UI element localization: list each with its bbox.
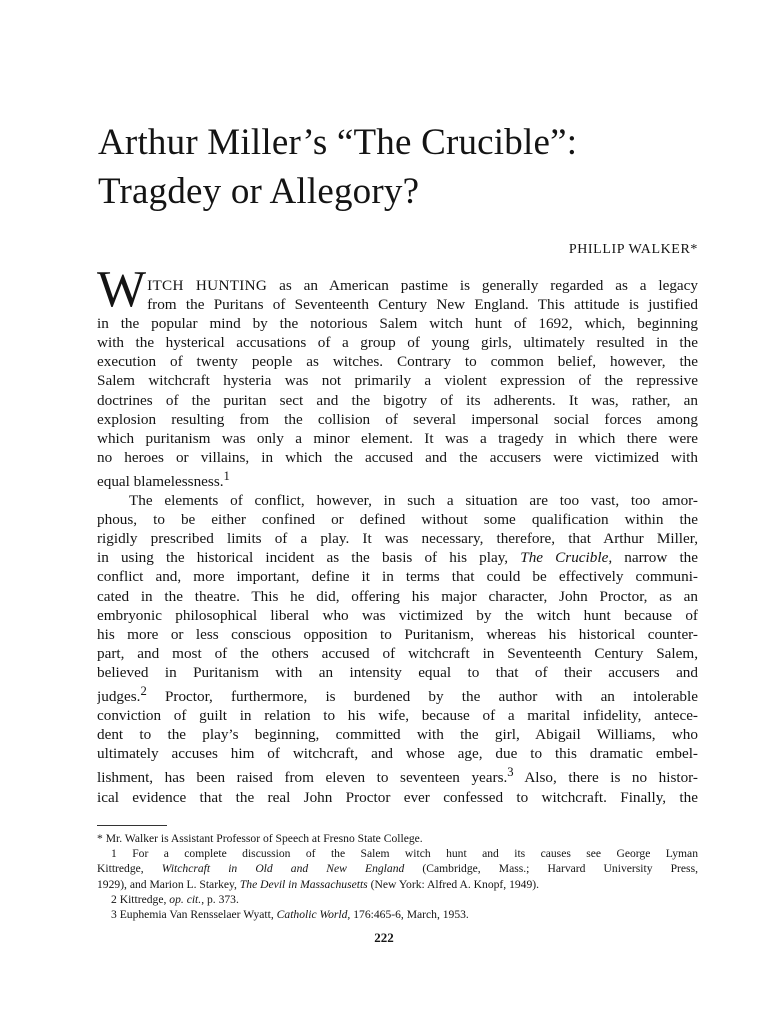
footnote-text: 3 Euphemia Van Rensselaer Wyatt, bbox=[111, 908, 274, 922]
footnote-ref-1: 1 bbox=[223, 468, 230, 483]
body-line: rigidly prescribed limits of a play. It was necessary, therefore, that Arthur Miller, bbox=[97, 530, 698, 548]
cited-title: Catholic World, bbox=[276, 908, 351, 922]
drop-cap: W bbox=[97, 266, 147, 315]
article-body bbox=[97, 266, 698, 807]
footnote-1: 1 For a complete discussion of the Salem witch hunt and its causes see George Lyman bbox=[111, 847, 698, 861]
body-line: embryonic philosophical liberal who was victimized by the witch hunt because of bbox=[97, 606, 698, 624]
body-line bbox=[97, 467, 698, 491]
body-line: ical evidence that the real John Proctor ever confessed to witchcraft. Finally, the bbox=[97, 788, 698, 806]
cited-abbrev: op. cit. bbox=[169, 892, 202, 906]
body-line: phous, to be either confined or defined without some qualification within the bbox=[97, 511, 698, 529]
body-line: in the popular mind by the notorious Salem witch hunt of 1692, which, beginning bbox=[97, 315, 698, 333]
body-line: cated in the theatre. This he did, offering his major character, John Proctor, as an bbox=[97, 587, 698, 605]
title-line-1: Arthur Miller’s “The Crucible”: bbox=[98, 122, 578, 163]
footnote-text: 2 Kittredge, bbox=[111, 892, 167, 906]
footnote-2 bbox=[97, 892, 698, 907]
body-line: conviction of guilt in relation to his wife, because of a marital infidelity, antece- bbox=[97, 707, 698, 725]
body-line bbox=[147, 276, 698, 295]
body-line: with the hysterical accusations of a group of young girls, ultimately resulted in the bbox=[97, 334, 698, 352]
body-line-text: in using the historical incident as the basis of his play, bbox=[97, 549, 509, 567]
footnote-1-cont bbox=[97, 877, 698, 892]
body-line: conflict and, more important, define it in terms that could be effectively communi- bbox=[97, 568, 698, 586]
body-line-text: lishment, has been raised from eleven to seventeen years. bbox=[97, 769, 508, 787]
body-line: Salem witchcraft hysteria was not primarily a violent expression of the repressive bbox=[97, 372, 698, 390]
body-line: no heroes or villains, in which the accused and the accusers were victimized with bbox=[97, 448, 698, 466]
title-line-2: Tragdey or Allegory? bbox=[98, 171, 420, 212]
footnote-1-cont bbox=[97, 861, 698, 876]
body-line: The elements of conflict, however, in such a situation are too vast, too amor- bbox=[129, 492, 698, 510]
body-line bbox=[97, 682, 698, 706]
footnote-text: (Cambridge, Mass.; Harvard University Press, bbox=[422, 862, 698, 876]
body-line-text: equal blamelessness. bbox=[97, 473, 224, 490]
body-line-text: narrow the bbox=[624, 549, 698, 567]
footnote-text: (New York: Alfred A. Knopf, 1949). bbox=[370, 877, 540, 891]
footnote-rule bbox=[97, 825, 167, 826]
footnotes bbox=[97, 831, 698, 922]
body-line bbox=[97, 763, 698, 787]
body-line-text: as an American pastime is generally regarded as a legacy bbox=[279, 277, 698, 294]
footnote-text: 176:465-6, March, 1953. bbox=[353, 908, 469, 922]
author-byline: PHILLIP WALKER* bbox=[568, 242, 698, 257]
footnote-text: 1929), and Marion L. Starkey, bbox=[97, 877, 237, 891]
footnote-text: Kittredge, bbox=[97, 862, 144, 876]
cited-title: Witchcraft in Old and New England bbox=[161, 862, 405, 876]
body-line: explosion resulting from the collision of several impersonal social forces among bbox=[97, 410, 698, 428]
play-title: The Crucible, bbox=[520, 549, 613, 567]
body-line: part, and most of the others accused of witchcraft in Seventeenth Century Salem, bbox=[97, 644, 698, 662]
body-line: believed in Puritanism with an intensity equal to that of their accusers and bbox=[97, 663, 698, 681]
body-line: ultimately accuses him of witchcraft, and whose age, due to this dramatic embel- bbox=[97, 745, 698, 763]
body-line-text: Also, there is no histor- bbox=[524, 769, 698, 787]
body-line: doctrines of the puritan sect and the bigotry of its adherents. It was, rather, an bbox=[97, 391, 698, 409]
footnote-ref-2: 2 bbox=[140, 684, 147, 699]
body-line: execution of twenty people as witches. Contrary to common belief, however, the bbox=[97, 353, 698, 371]
body-line: his more or less conscious opposition to Puritanism, whereas his historical counter- bbox=[97, 625, 698, 643]
body-line: which puritanism was only a minor element. It was a tragedy in which there were bbox=[97, 429, 698, 447]
body-line: dent to the play’s beginning, committed with the girl, Abigail Williams, who bbox=[97, 726, 698, 744]
footnote-3 bbox=[97, 907, 698, 922]
body-line-text: Proctor, furthermore, is burdened by the author with an intolerable bbox=[164, 688, 698, 706]
footnote-text: , p. 373. bbox=[201, 892, 239, 906]
page-number: 222 bbox=[374, 930, 394, 945]
article-title bbox=[98, 118, 718, 216]
body-line-text: judges. bbox=[97, 688, 141, 706]
opening-paragraph-start bbox=[97, 266, 698, 314]
body-line: from the Puritans of Seventeenth Century New England. This attitude is justified bbox=[147, 296, 698, 314]
footnote-ref-3: 3 bbox=[507, 765, 514, 780]
footnote-author: * Mr. Walker is Assistant Professor of Speech at Fresno State College. bbox=[97, 832, 423, 845]
cited-title: The Devil in Massachusetts bbox=[239, 877, 368, 891]
first-words: ITCH HUNTING bbox=[147, 277, 268, 294]
body-line bbox=[97, 548, 698, 567]
